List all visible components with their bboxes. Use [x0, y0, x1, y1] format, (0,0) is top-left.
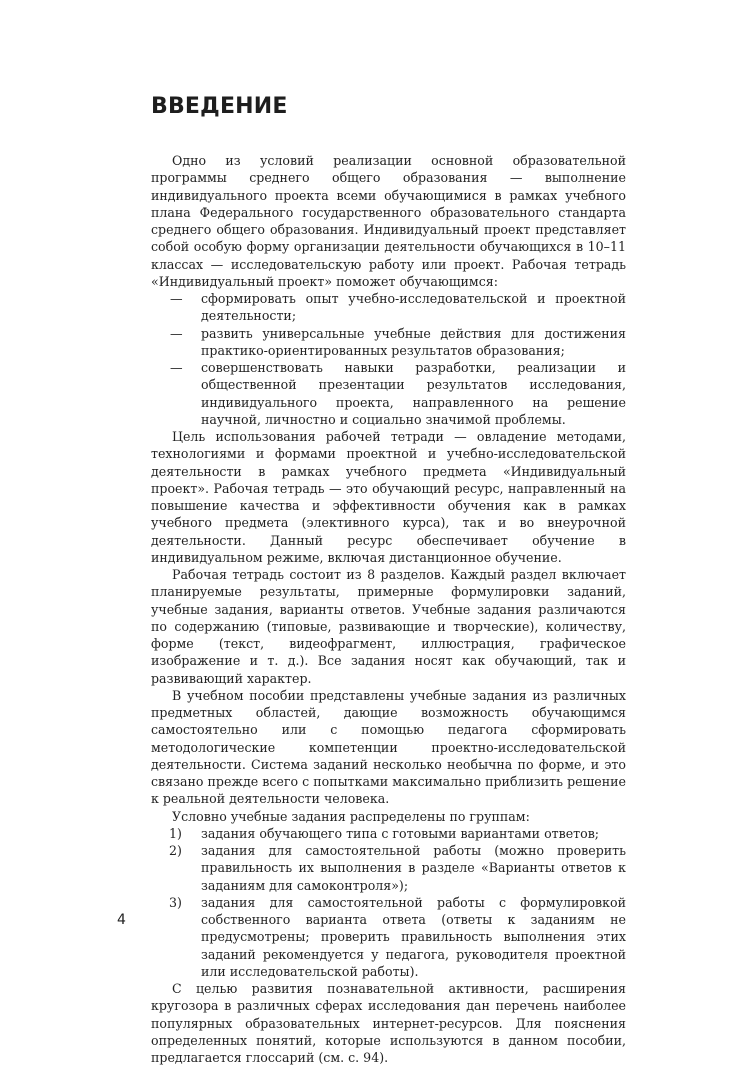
list-item-text: задания для самостоятельной работы с формулировкой собственного варианта ответа (ответы к заданиям не предусмотрены; проверить правильность выполнения этих заданий рекомендуется у педагога, руководителя проектной или исследовательской работы).: [201, 894, 626, 979]
list-item-text: задания для самостоятельной работы (можно проверить правильность их выполнения в разделе «Варианты ответов к заданиям для самоконтроля»);: [201, 843, 626, 893]
dash-marker: —: [170, 325, 183, 341]
number-marker: 1): [169, 825, 182, 841]
list-item-text: сформировать опыт учебно-исследовательской и проектной деятельности;: [201, 291, 626, 324]
page-title: ВВЕДЕНИЕ: [151, 94, 288, 119]
dash-marker: —: [170, 291, 183, 306]
paragraph-purpose: Цель использования рабочей тетради — овладение методами, технологиями и формами проектной и учебно-исследовательской деятельности в рамках учебного предмета «Индивидуальный проект». Рабочая тетрадь — это обучающий ресурс, направленный на повышение качества и эффективности обучения как в рамках учебного предмета (элективного курса), так и во внеурочной деятельности. Данный ресурс обеспечивает обучение в индивидуальном режиме, включая дистанционное обучение.: [151, 429, 626, 565]
list-item-text: задания обучающего типа с готовыми вариантами ответов;: [201, 825, 600, 841]
list-item-text: совершенствовать навыки разработки, реализации и общественной презентации результатов исследования, индивидуального проекта, направленного на решение научной, личностно и социально значимой проблемы.: [201, 360, 626, 427]
list-item-text: развить универсальные учебные действия для достижения практико-ориентированных результатов образования;: [201, 325, 626, 358]
list-item: [151, 825, 626, 842]
paragraph-structure: Рабочая тетрадь состоит из 8 разделов. Каждый раздел включает планируемые результаты, примерные формулировки заданий, учебные задания, варианты ответов. Учебные задания различаются по содержанию (типовые, развивающие и творческие), количеству, форме (текст, видеофрагмент, иллюстрация, графическое изображение и т. д.). Все задания носят как обучающий, так и развивающий характер.: [151, 567, 626, 686]
list-item: [151, 894, 626, 980]
list-item: [151, 359, 626, 428]
list-item: [151, 290, 626, 325]
paragraph-resources: С целью развития познавательной активности, расширения кругозора в различных сферах исследования дан перечень наиболее популярных образовательных интернет-ресурсов. Для пояснения определенных понятий, которые используются в данном пособии, предлагается глоссарий (см. с. 94).: [151, 981, 626, 1065]
number-marker: 3): [169, 894, 182, 910]
list-item: [151, 325, 626, 360]
number-marker: 2): [169, 843, 182, 858]
goals-list: [151, 290, 626, 428]
dash-marker: —: [170, 360, 183, 375]
paragraph-intro: Одно из условий реализации основной образовательной программы среднего общего образования — выполнение индивидуального проекта всеми обучающимися в рамках учебного плана Федерального государственного образовательного стандарта среднего общего образования. Индивидуальный проект представляет собой особую форму организации деятельности обучающихся в 10–11 классах — исследовательскую работу или проект. Рабочая тетрадь «Индивидуальный проект» поможет обучающимся:: [151, 153, 626, 289]
page-number: 4: [117, 912, 126, 928]
groups-list: [151, 825, 626, 980]
body-text: [151, 152, 626, 1066]
list-item: [151, 842, 626, 894]
paragraph-tasks: В учебном пособии представлены учебные задания из различных предметных областей, дающие возможность обучающимся самостоятельно или с помощью педагога сформировать методологические компетенции проектно-исследовательской деятельности. Система заданий несколько необычна по форме, и это связано прежде всего с попытками максимально приблизить решение к реальной деятельности человека.: [151, 687, 626, 807]
paragraph-groups-intro: Условно учебные задания распределены по группам:: [172, 808, 530, 824]
